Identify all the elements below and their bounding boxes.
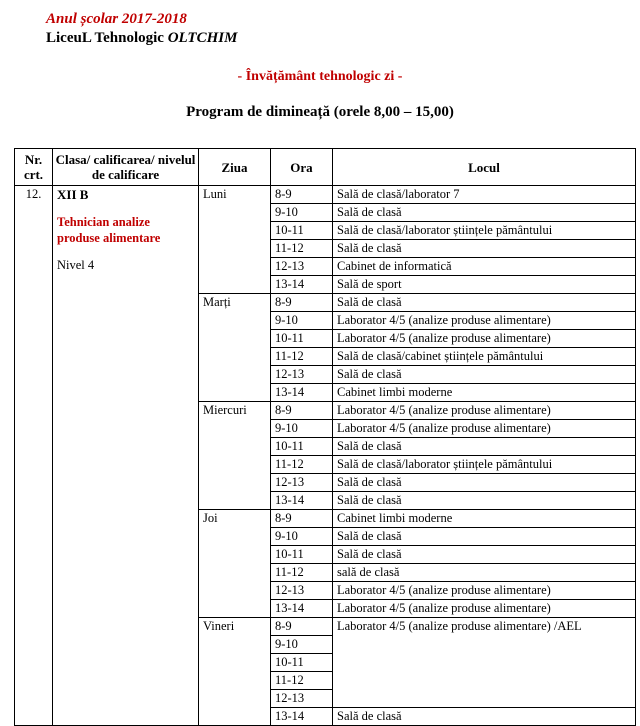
day-cell-miercuri: Miercuri: [199, 402, 271, 510]
location-cell: Laborator 4/5 (analize produse alimentare): [333, 402, 636, 420]
column-header-nr: [15, 149, 53, 186]
location-cell: Laborator 4/5 (analize produse alimentare): [333, 330, 636, 348]
location-cell: Sală de clasă/laborator 7: [333, 186, 636, 204]
location-cell: Sală de clasă: [333, 492, 636, 510]
location-cell: Laborator 4/5 (analize produse alimentare): [333, 420, 636, 438]
location-cell: Laborator 4/5 (analize produse alimentare): [333, 312, 636, 330]
column-header-clasa: [53, 149, 199, 186]
location-cell: Sală de clasă: [333, 546, 636, 564]
table-header-row: [15, 149, 636, 186]
hour-cell: 10-11: [271, 438, 333, 456]
location-cell: Cabinet limbi moderne: [333, 384, 636, 402]
hour-cell: 9-10: [271, 312, 333, 330]
row-number-cell: 12.: [15, 186, 53, 726]
hour-cell: 10-11: [271, 546, 333, 564]
hour-cell: 11-12: [271, 564, 333, 582]
location-cell: Sală de clasă: [333, 204, 636, 222]
hour-cell: 11-12: [271, 672, 333, 690]
column-header-clasa-rest: / calificarea/ nivelul de calificare: [86, 152, 196, 182]
hour-cell: 13-14: [271, 384, 333, 402]
location-cell: Laborator 4/5 (analize produse alimentare): [333, 582, 636, 600]
hour-cell: 13-14: [271, 492, 333, 510]
hour-cell: 10-11: [271, 222, 333, 240]
location-cell: Sală de clasă/laborator științele pământului: [333, 222, 636, 240]
hour-cell: 8-9: [271, 510, 333, 528]
location-cell: Sală de clasă: [333, 528, 636, 546]
location-cell: Cabinet de informatică: [333, 258, 636, 276]
hour-cell: 8-9: [271, 618, 333, 636]
subtitle-heading: - Învățământ tehnologic zi -: [237, 69, 403, 84]
class-name: XII B: [57, 187, 89, 202]
column-header-locul: Locul: [333, 149, 636, 186]
location-cell: Laborator 4/5 (analize produse alimentare) /AEL: [333, 618, 636, 708]
location-cell: Sală de clasă: [333, 366, 636, 384]
hour-cell: 12-13: [271, 258, 333, 276]
location-cell: Laborator 4/5 (analize produse alimentare): [333, 600, 636, 618]
program-heading: Program de dimineață (orele 8,00 – 15,00): [186, 104, 454, 120]
location-cell: Cabinet limbi moderne: [333, 510, 636, 528]
location-cell: sală de clasă: [333, 564, 636, 582]
hour-cell: 11-12: [271, 240, 333, 258]
hour-cell: 10-11: [271, 330, 333, 348]
hour-cell: 8-9: [271, 294, 333, 312]
schedule-table: [14, 148, 636, 726]
column-header-nr-line2: crt.: [23, 167, 44, 182]
class-level: Nivel 4: [57, 258, 95, 272]
hour-cell: 12-13: [271, 366, 333, 384]
column-header-ora: Ora: [271, 149, 333, 186]
location-cell: Sală de clasă/cabinet științele pământului: [333, 348, 636, 366]
day-cell-joi: Joi: [199, 510, 271, 618]
day-cell-luni: Luni: [199, 186, 271, 294]
hour-cell: 11-12: [271, 348, 333, 366]
location-cell: Sală de clasă: [333, 474, 636, 492]
hour-cell: 8-9: [271, 186, 333, 204]
school-year-heading: Anul școlar 2017-2018: [46, 11, 187, 27]
class-info-cell: [53, 186, 199, 726]
hour-cell: 9-10: [271, 204, 333, 222]
hour-cell: 11-12: [271, 456, 333, 474]
hour-cell: 12-13: [271, 690, 333, 708]
hour-cell: 12-13: [271, 582, 333, 600]
hour-cell: 10-11: [271, 654, 333, 672]
hour-cell: 8-9: [271, 402, 333, 420]
column-header-clasa-bold: Clasa: [55, 152, 87, 167]
hour-cell: 9-10: [271, 528, 333, 546]
location-cell: Sală de clasă: [333, 438, 636, 456]
school-name-prefix: LiceuL Tehnologic: [46, 30, 168, 46]
hour-cell: 13-14: [271, 600, 333, 618]
class-qualification: Tehnician analize produse alimentare: [57, 215, 161, 245]
location-cell: Sală de clasă: [333, 294, 636, 312]
hour-cell: 13-14: [271, 276, 333, 294]
hour-cell: 9-10: [271, 420, 333, 438]
school-name-heading: [46, 28, 634, 48]
column-header-ziua: Ziua: [199, 149, 271, 186]
school-name-suffix: OLTCHIM: [167, 30, 238, 46]
column-header-nr-line1: Nr.: [24, 152, 43, 167]
location-cell: Sală de sport: [333, 276, 636, 294]
location-cell: Sală de clasă/laborator științele pământului: [333, 456, 636, 474]
table-row: [15, 186, 636, 204]
day-cell-vineri: Vineri: [199, 618, 271, 726]
hour-cell: 9-10: [271, 636, 333, 654]
hour-cell: 12-13: [271, 474, 333, 492]
hour-cell: 13-14: [271, 708, 333, 726]
location-cell: Sală de clasă: [333, 240, 636, 258]
day-cell-marti: Marți: [199, 294, 271, 402]
location-cell: Sală de clasă: [333, 708, 636, 726]
